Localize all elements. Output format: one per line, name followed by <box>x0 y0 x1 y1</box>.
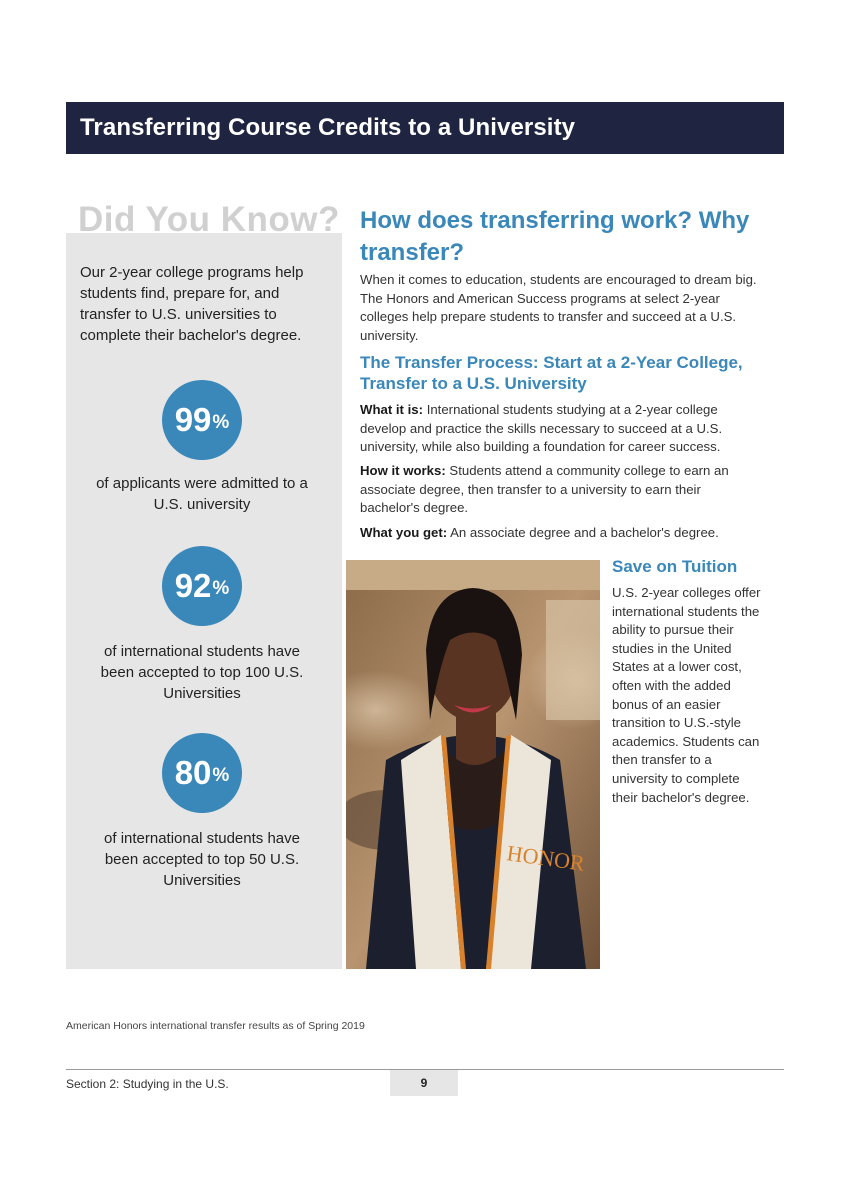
stat-number: 92 <box>174 567 212 604</box>
what-it-is-text: International students studying at a 2-year college develop and practice the skills necessary to succeed at a U.S. university, while also building a foundation for career success. <box>360 402 723 454</box>
student-photo <box>346 560 600 969</box>
main-heading: How does transferring work? Why transfer? <box>360 207 750 266</box>
how-it-works-text: Students attend a community college to earn an associate degree, then transfer to a university to earn their bachelor's degree. <box>360 463 729 515</box>
process-heading: The Transfer Process: Start at a 2-Year College, Transfer to a U.S. University <box>360 353 743 393</box>
main-intro: When it comes to education, students are encouraged to dream big. The Honors and American Success programs at select 2-year colleges help prepare students to transfer and succeed at a U.S. university. <box>360 272 757 343</box>
what-you-get-paragraph <box>360 524 760 543</box>
stat-circle-92 <box>162 546 242 626</box>
tuition-heading: Save on Tuition <box>612 557 738 576</box>
sidebar-intro: Our 2-year college programs help students find, prepare for, and transfer to U.S. universities to complete their bachelor's degree. <box>80 264 304 344</box>
stat-number: 99 <box>174 401 212 438</box>
how-it-works-paragraph <box>360 462 760 518</box>
what-it-is-label: What it is: <box>360 402 424 417</box>
stat-caption: of applicants were admitted to a U.S. university <box>96 475 308 513</box>
page-title: Transferring Course Credits to a University <box>80 114 576 141</box>
how-it-works-label: How it works: <box>360 463 446 478</box>
stat-circle-99 <box>162 380 242 460</box>
page-number <box>390 1070 458 1096</box>
tuition-text: U.S. 2-year colleges offer international students the ability to pursue their studies in the United States at a lower cost, often with the added bonus of an easier transition to U.S.-style academics. Students can then transfer to a university to complete their bachelor's degree. <box>612 585 761 805</box>
stat-number: 80 <box>174 754 212 791</box>
what-it-is-paragraph <box>360 401 760 457</box>
page-number-text: 9 <box>420 1076 428 1090</box>
footnote: American Honors international transfer results as of Spring 2019 <box>66 1020 365 1032</box>
stat-circle-80 <box>162 733 242 813</box>
stole-text: HONOR <box>505 840 587 876</box>
what-you-get-text: An associate degree and a bachelor's degree. <box>450 525 719 540</box>
section-label: Section 2: Studying in the U.S. <box>66 1077 229 1091</box>
stat-percent-sign: % <box>212 578 230 599</box>
what-you-get-label: What you get: <box>360 525 448 540</box>
stat-percent-sign: % <box>212 765 230 786</box>
stat-caption: of international students have been accepted to top 50 U.S. Universities <box>104 830 300 889</box>
stat-caption: of international students have been accepted to top 100 U.S. Universities <box>100 643 304 702</box>
sidebar-heading: Did You Know? <box>78 200 340 239</box>
stat-percent-sign: % <box>212 412 230 433</box>
title-banner <box>66 102 784 154</box>
